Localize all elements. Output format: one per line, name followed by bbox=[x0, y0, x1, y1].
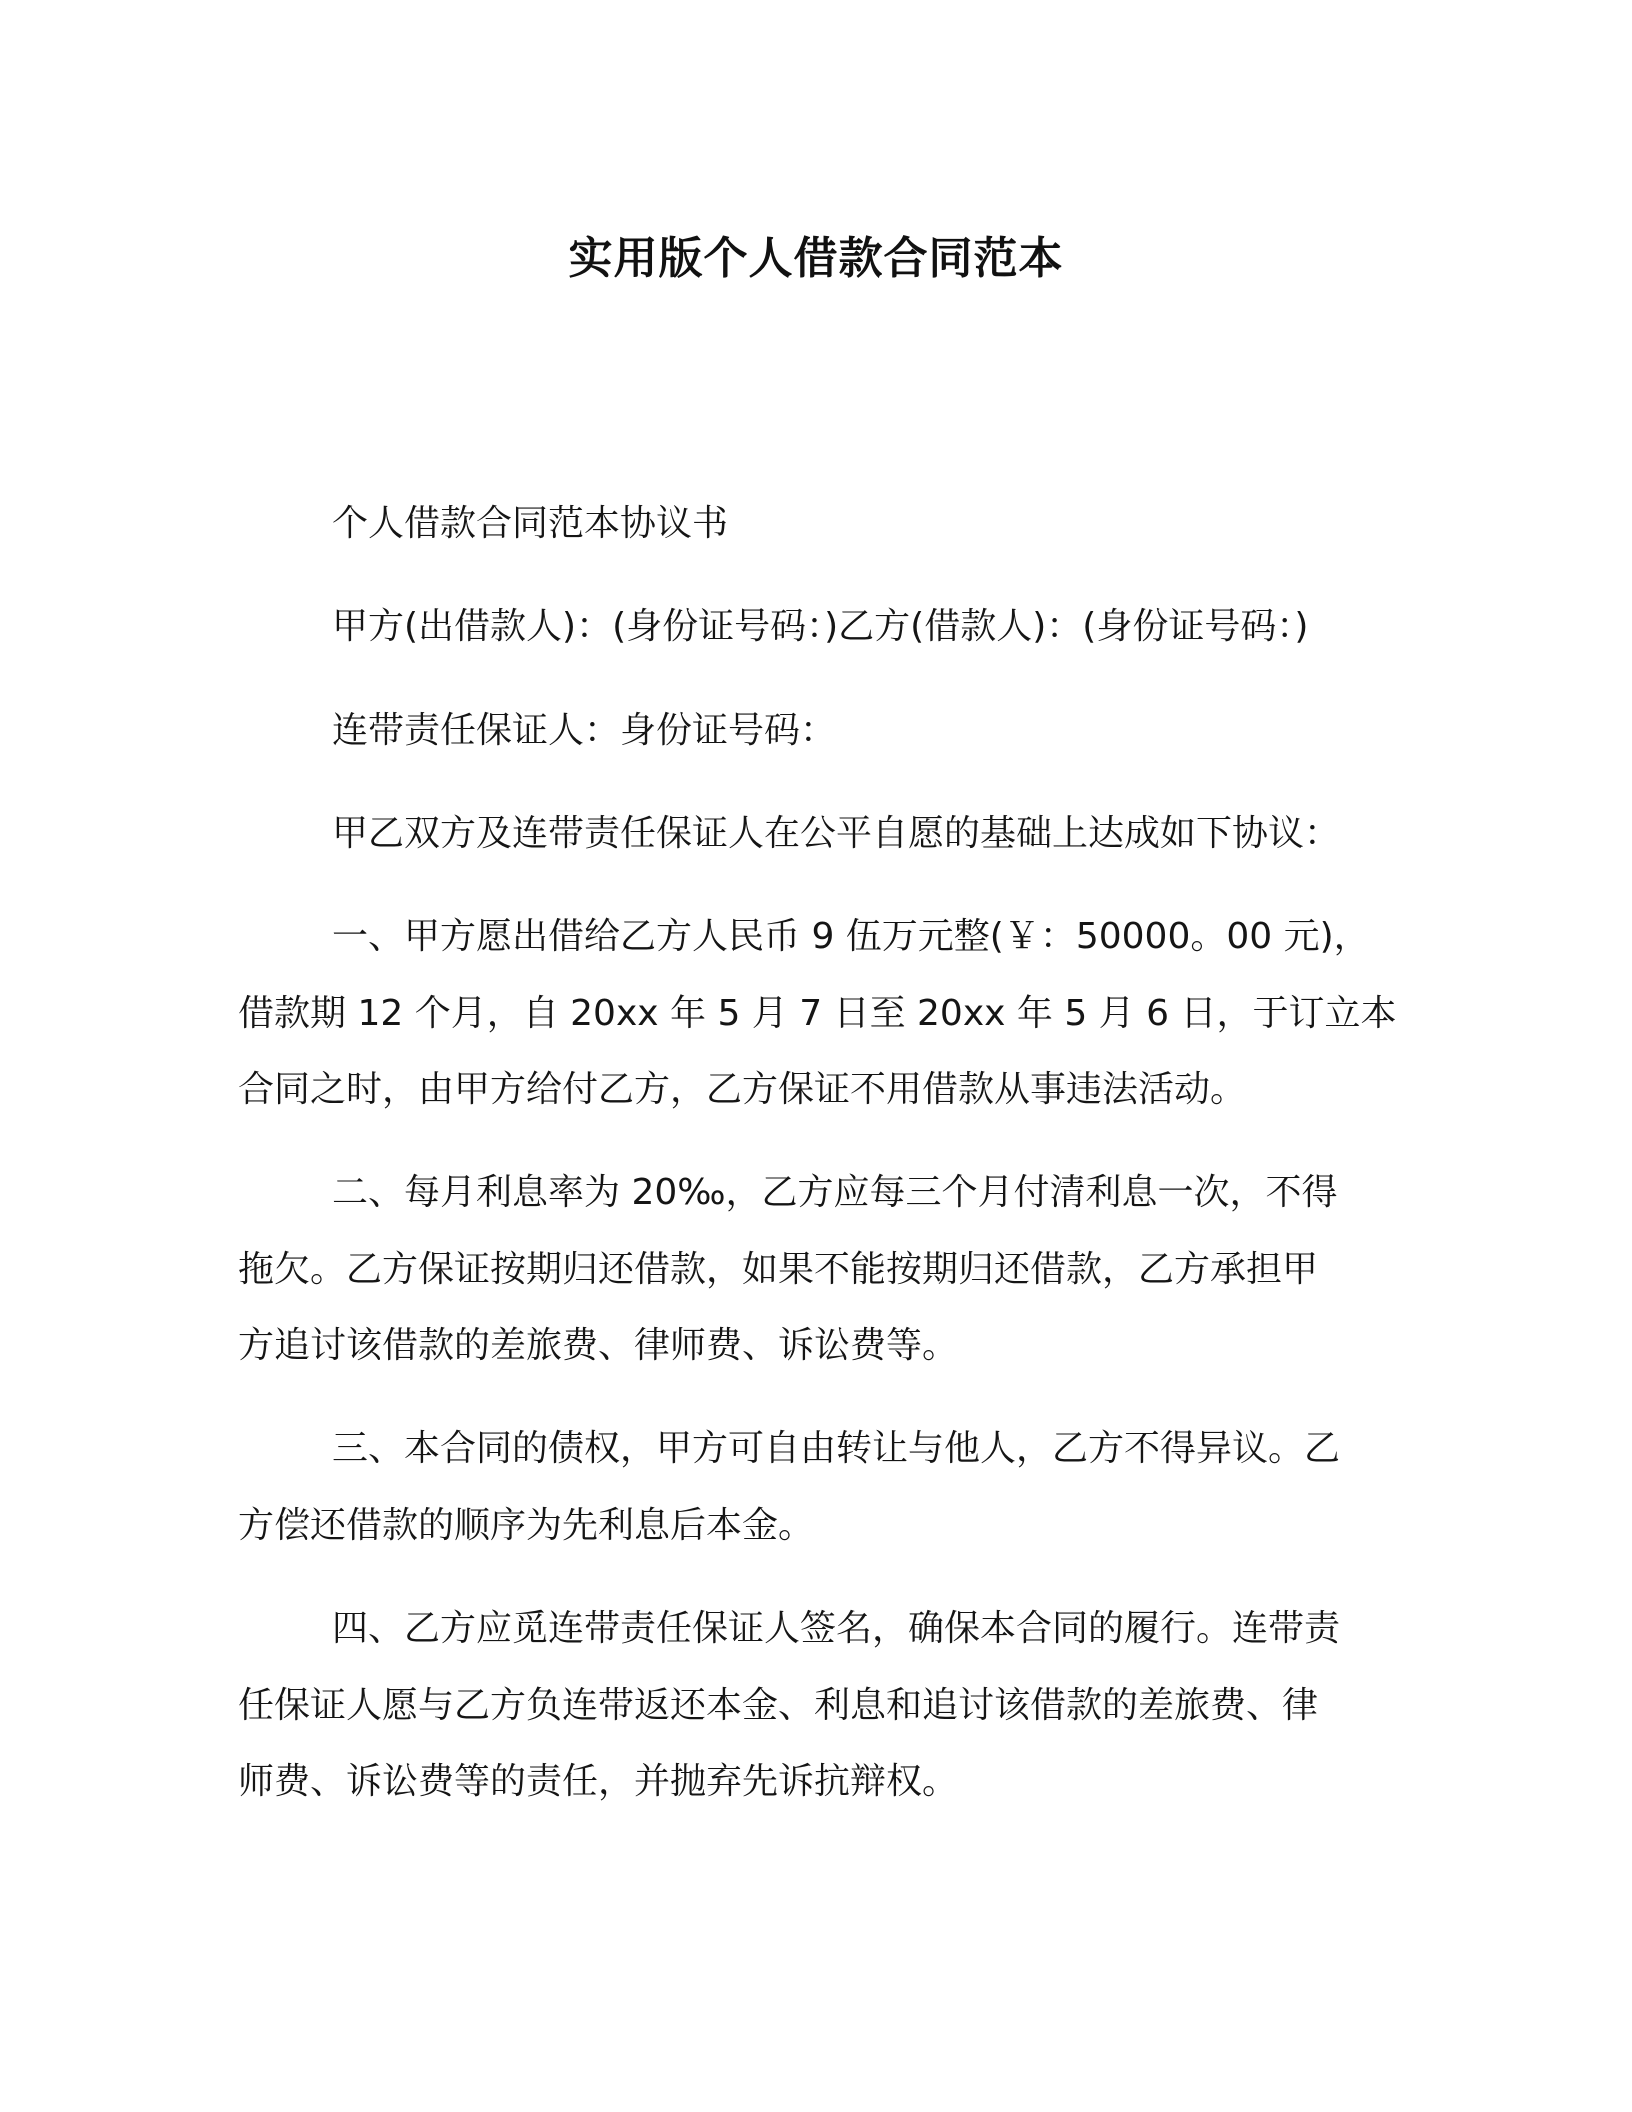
parties-line: 甲方(出借款人)：(身份证号码：)乙方(借款人)：(身份证号码：) bbox=[332, 606, 1309, 647]
document-title: 实用版个人借款合同范本 bbox=[568, 233, 1064, 284]
clause4-line2: 任保证人愿与乙方负连带返还本金、利息和追讨该借款的差旅费、律 bbox=[238, 1685, 1319, 1726]
guarantor-line: 连带责任保证人：身份证号码： bbox=[332, 710, 837, 751]
clause1-line3: 合同之时，由甲方给付乙方，乙方保证不用借款从事违法活动。 bbox=[238, 1069, 1247, 1110]
clause3-line1: 三、本合同的债权，甲方可自由转让与他人，乙方不得异议。乙 bbox=[332, 1428, 1341, 1469]
clause2-line1: 二、每月利息率为 20‰，乙方应每三个月付清利息一次，不得 bbox=[332, 1172, 1338, 1213]
clause4-line3: 师费、诉讼费等的责任，并抛弃先诉抗辩权。 bbox=[238, 1761, 959, 1802]
agreement-heading: 个人借款合同范本协议书 bbox=[332, 503, 729, 544]
clause1-line2: 借款期 12 个月，自 20xx 年 5 月 7 日至 20xx 年 5 月 6 日，于订立本 bbox=[238, 993, 1397, 1034]
clause1-line1: 一、甲方愿出借给乙方人民币 9 伍万元整(￥：50000。00 元)， bbox=[332, 916, 1370, 957]
clause2-line2: 拖欠。乙方保证按期归还借款，如果不能按期归还借款，乙方承担甲 bbox=[238, 1249, 1319, 1290]
clause2-line3: 方追讨该借款的差旅费、律师费、诉讼费等。 bbox=[238, 1325, 959, 1366]
clause4-line1: 四、乙方应觅连带责任保证人签名，确保本合同的履行。连带责 bbox=[332, 1608, 1341, 1649]
preamble-line: 甲乙双方及连带责任保证人在公平自愿的基础上达成如下协议： bbox=[332, 813, 1341, 854]
clause3-line2: 方偿还借款的顺序为先利息后本金。 bbox=[238, 1505, 815, 1546]
